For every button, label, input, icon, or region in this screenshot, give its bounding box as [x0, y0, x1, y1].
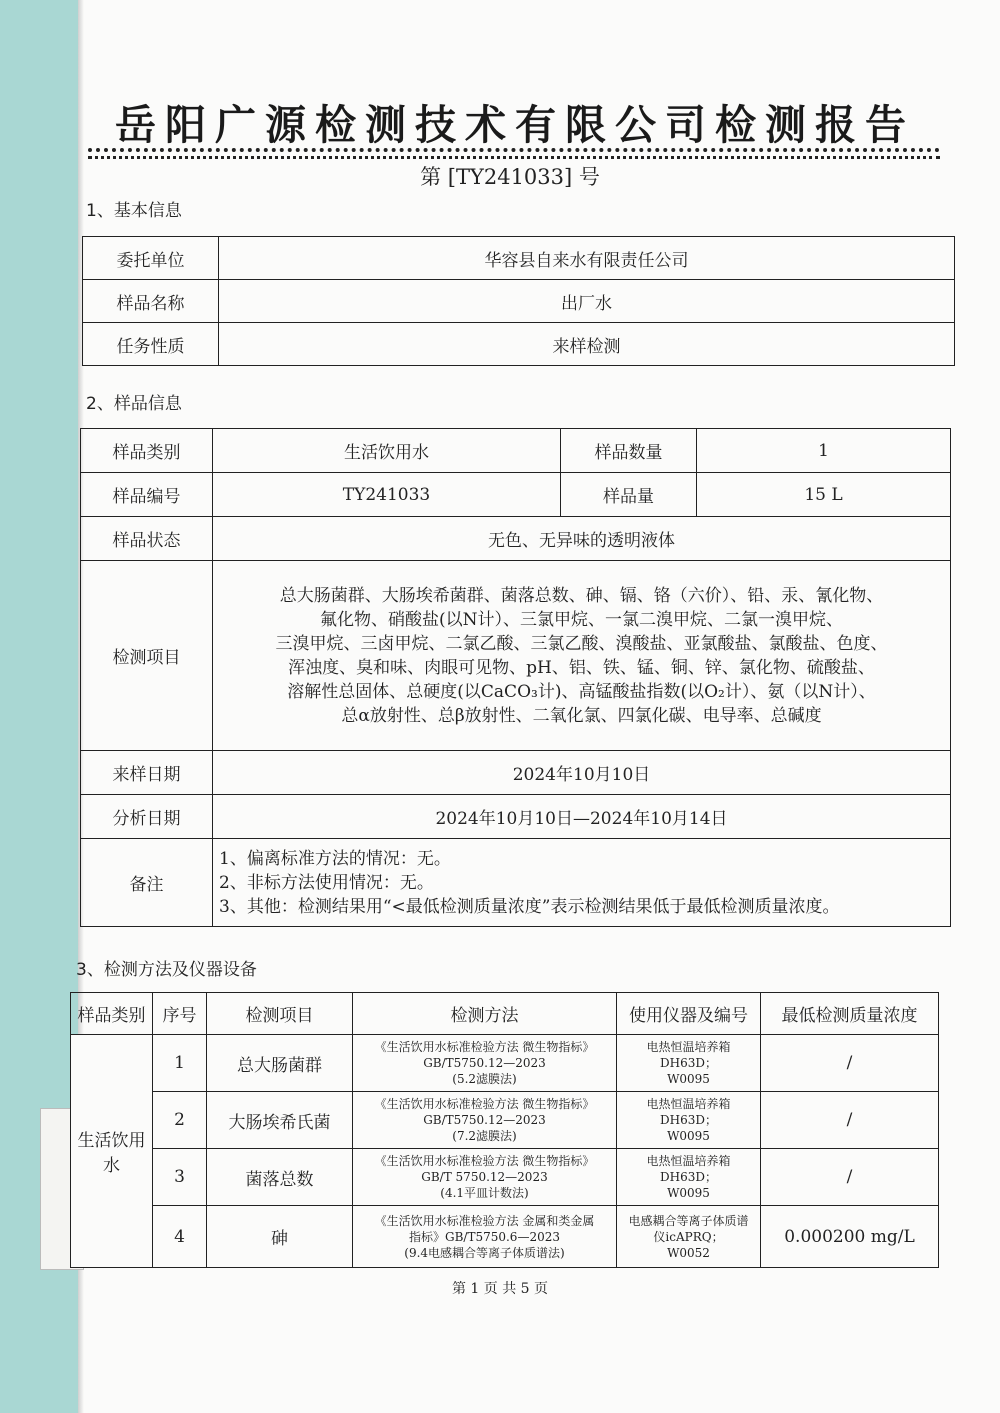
remark-line: 3、其他：检测结果用“<最低检测质量浓度”表示检测结果低于最低检测质量浓度。: [219, 896, 840, 917]
row-limit: /: [761, 1035, 939, 1092]
sample-name-value: 出厂水: [219, 280, 955, 323]
category-cell: 生活饮用水: [71, 1035, 153, 1268]
table-row: [71, 1035, 939, 1092]
row-item: 砷: [207, 1206, 353, 1268]
arrival-value: 2024年10月10日: [213, 751, 951, 795]
sample-info-table: [80, 428, 951, 927]
row-method: 《生活饮用水标准检验方法 微生物指标》 GB/T5750.12—2023 (7.2滤膜法): [353, 1092, 617, 1149]
remark-line: 1、偏离标准方法的情况：无。: [219, 848, 451, 869]
report-title: 岳阳广源检测技术有限公司检测报告: [115, 101, 915, 149]
section-sample-info: 2、样品信息: [86, 394, 182, 414]
table-row: [83, 323, 955, 366]
title-divider: [88, 148, 940, 152]
table-row: [81, 795, 951, 839]
amount-value: 15 L: [697, 473, 951, 517]
section-method: 3、检测方法及仪器设备: [76, 960, 257, 980]
items-list: [213, 561, 951, 751]
number-value: TY241033: [213, 473, 561, 517]
arrival-label: 来样日期: [81, 751, 213, 795]
row-item: 菌落总数: [207, 1149, 353, 1206]
row-instrument: 电热恒温培养箱 DH63D； W0095: [617, 1092, 761, 1149]
number-label: 样品编号: [81, 473, 213, 517]
report-number: 第 [TY241033] 号: [420, 165, 600, 189]
table-row: [71, 1149, 939, 1206]
table-row: [81, 839, 951, 927]
row-no: 1: [153, 1035, 207, 1092]
quantity-value: 1: [697, 429, 951, 473]
sample-name-label: 样品名称: [83, 280, 219, 323]
table-row: [81, 517, 951, 561]
items-line: 氟化物、硝酸盐(以N计）、三氯甲烷、一氯二溴甲烷、二氯一溴甲烷、: [319, 609, 843, 630]
items-line: 总大肠菌群、大肠埃希菌群、菌落总数、砷、镉、铬（六价）、铅、汞、氰化物、: [279, 585, 884, 606]
remark-label: 备注: [81, 839, 213, 927]
table-row: [83, 237, 955, 280]
client-label: 委托单位: [83, 237, 219, 280]
row-instrument: 电热恒温培养箱 DH63D； W0095: [617, 1035, 761, 1092]
table-row: [81, 751, 951, 795]
table-row: [71, 1092, 939, 1149]
amount-label: 样品量: [561, 473, 697, 517]
header-instrument: 使用仪器及编号: [617, 993, 761, 1035]
row-item: 总大肠菌群: [207, 1035, 353, 1092]
row-no: 2: [153, 1092, 207, 1149]
row-no: 4: [153, 1206, 207, 1268]
state-label: 样品状态: [81, 517, 213, 561]
header-category: 样品类别: [71, 993, 153, 1035]
title-divider-2: [88, 156, 940, 159]
table-row: [81, 473, 951, 517]
row-no: 3: [153, 1149, 207, 1206]
section-basic-info: 1、基本信息: [86, 201, 182, 221]
row-method: 《生活饮用水标准检验方法 微生物指标》 GB/T5750.12—2023 (5.2滤膜法): [353, 1035, 617, 1092]
remark-line: 2、非标方法使用情况：无。: [219, 872, 434, 893]
header-method: 检测方法: [353, 993, 617, 1035]
header-limit: 最低检测质量浓度: [761, 993, 939, 1035]
page-footer: 第 1 页 共 5 页: [451, 1281, 549, 1297]
header-item: 检测项目: [207, 993, 353, 1035]
items-line: 溶解性总固体、总硬度(以CaCO₃计)、高锰酸盐指数(以O₂计）、氨（以N计）、: [287, 681, 876, 702]
quantity-label: 样品数量: [561, 429, 697, 473]
items-label: 检测项目: [81, 561, 213, 751]
client-value: 华容县自来水有限责任公司: [219, 237, 955, 280]
header-no: 序号: [153, 993, 207, 1035]
row-method: 《生活饮用水标准检验方法 微生物指标》 GB/T 5750.12—2023 (4.1平皿计数法): [353, 1149, 617, 1206]
row-item: 大肠埃希氏菌: [207, 1092, 353, 1149]
row-limit: /: [761, 1092, 939, 1149]
analysis-label: 分析日期: [81, 795, 213, 839]
table-row: [81, 429, 951, 473]
category-value: 生活饮用水: [213, 429, 561, 473]
row-limit: 0.000200 mg/L: [761, 1206, 939, 1268]
task-value: 来样检测: [219, 323, 955, 366]
basic-info-table: [82, 236, 955, 366]
row-instrument: 电感耦合等离子体质谱 仪icAPRQ； W0052: [617, 1206, 761, 1268]
category-label: 样品类别: [81, 429, 213, 473]
row-instrument: 电热恒温培养箱 DH63D； W0095: [617, 1149, 761, 1206]
table-header-row: [71, 993, 939, 1035]
remark-list: [213, 839, 951, 927]
items-line: 浑浊度、臭和味、肉眼可见物、pH、铝、铁、锰、铜、锌、氯化物、硫酸盐、: [288, 657, 875, 678]
method-table: [70, 992, 939, 1268]
table-row: [71, 1206, 939, 1268]
state-value: 无色、无异味的透明液体: [213, 517, 951, 561]
row-limit: /: [761, 1149, 939, 1206]
table-row: [81, 561, 951, 751]
task-label: 任务性质: [83, 323, 219, 366]
items-line: 三溴甲烷、三卤甲烷、二氯乙酸、三氯乙酸、溴酸盐、亚氯酸盐、氯酸盐、色度、: [275, 633, 888, 654]
table-row: [83, 280, 955, 323]
analysis-value: 2024年10月10日—2024年10月14日: [213, 795, 951, 839]
items-line: 总α放射性、总β放射性、二氧化氯、四氯化碳、电导率、总碱度: [341, 705, 822, 726]
row-method: 《生活饮用水标准检验方法 金属和类金属 指标》GB/T5750.6—2023 (9.4电感耦合等离子体质谱法): [353, 1206, 617, 1268]
